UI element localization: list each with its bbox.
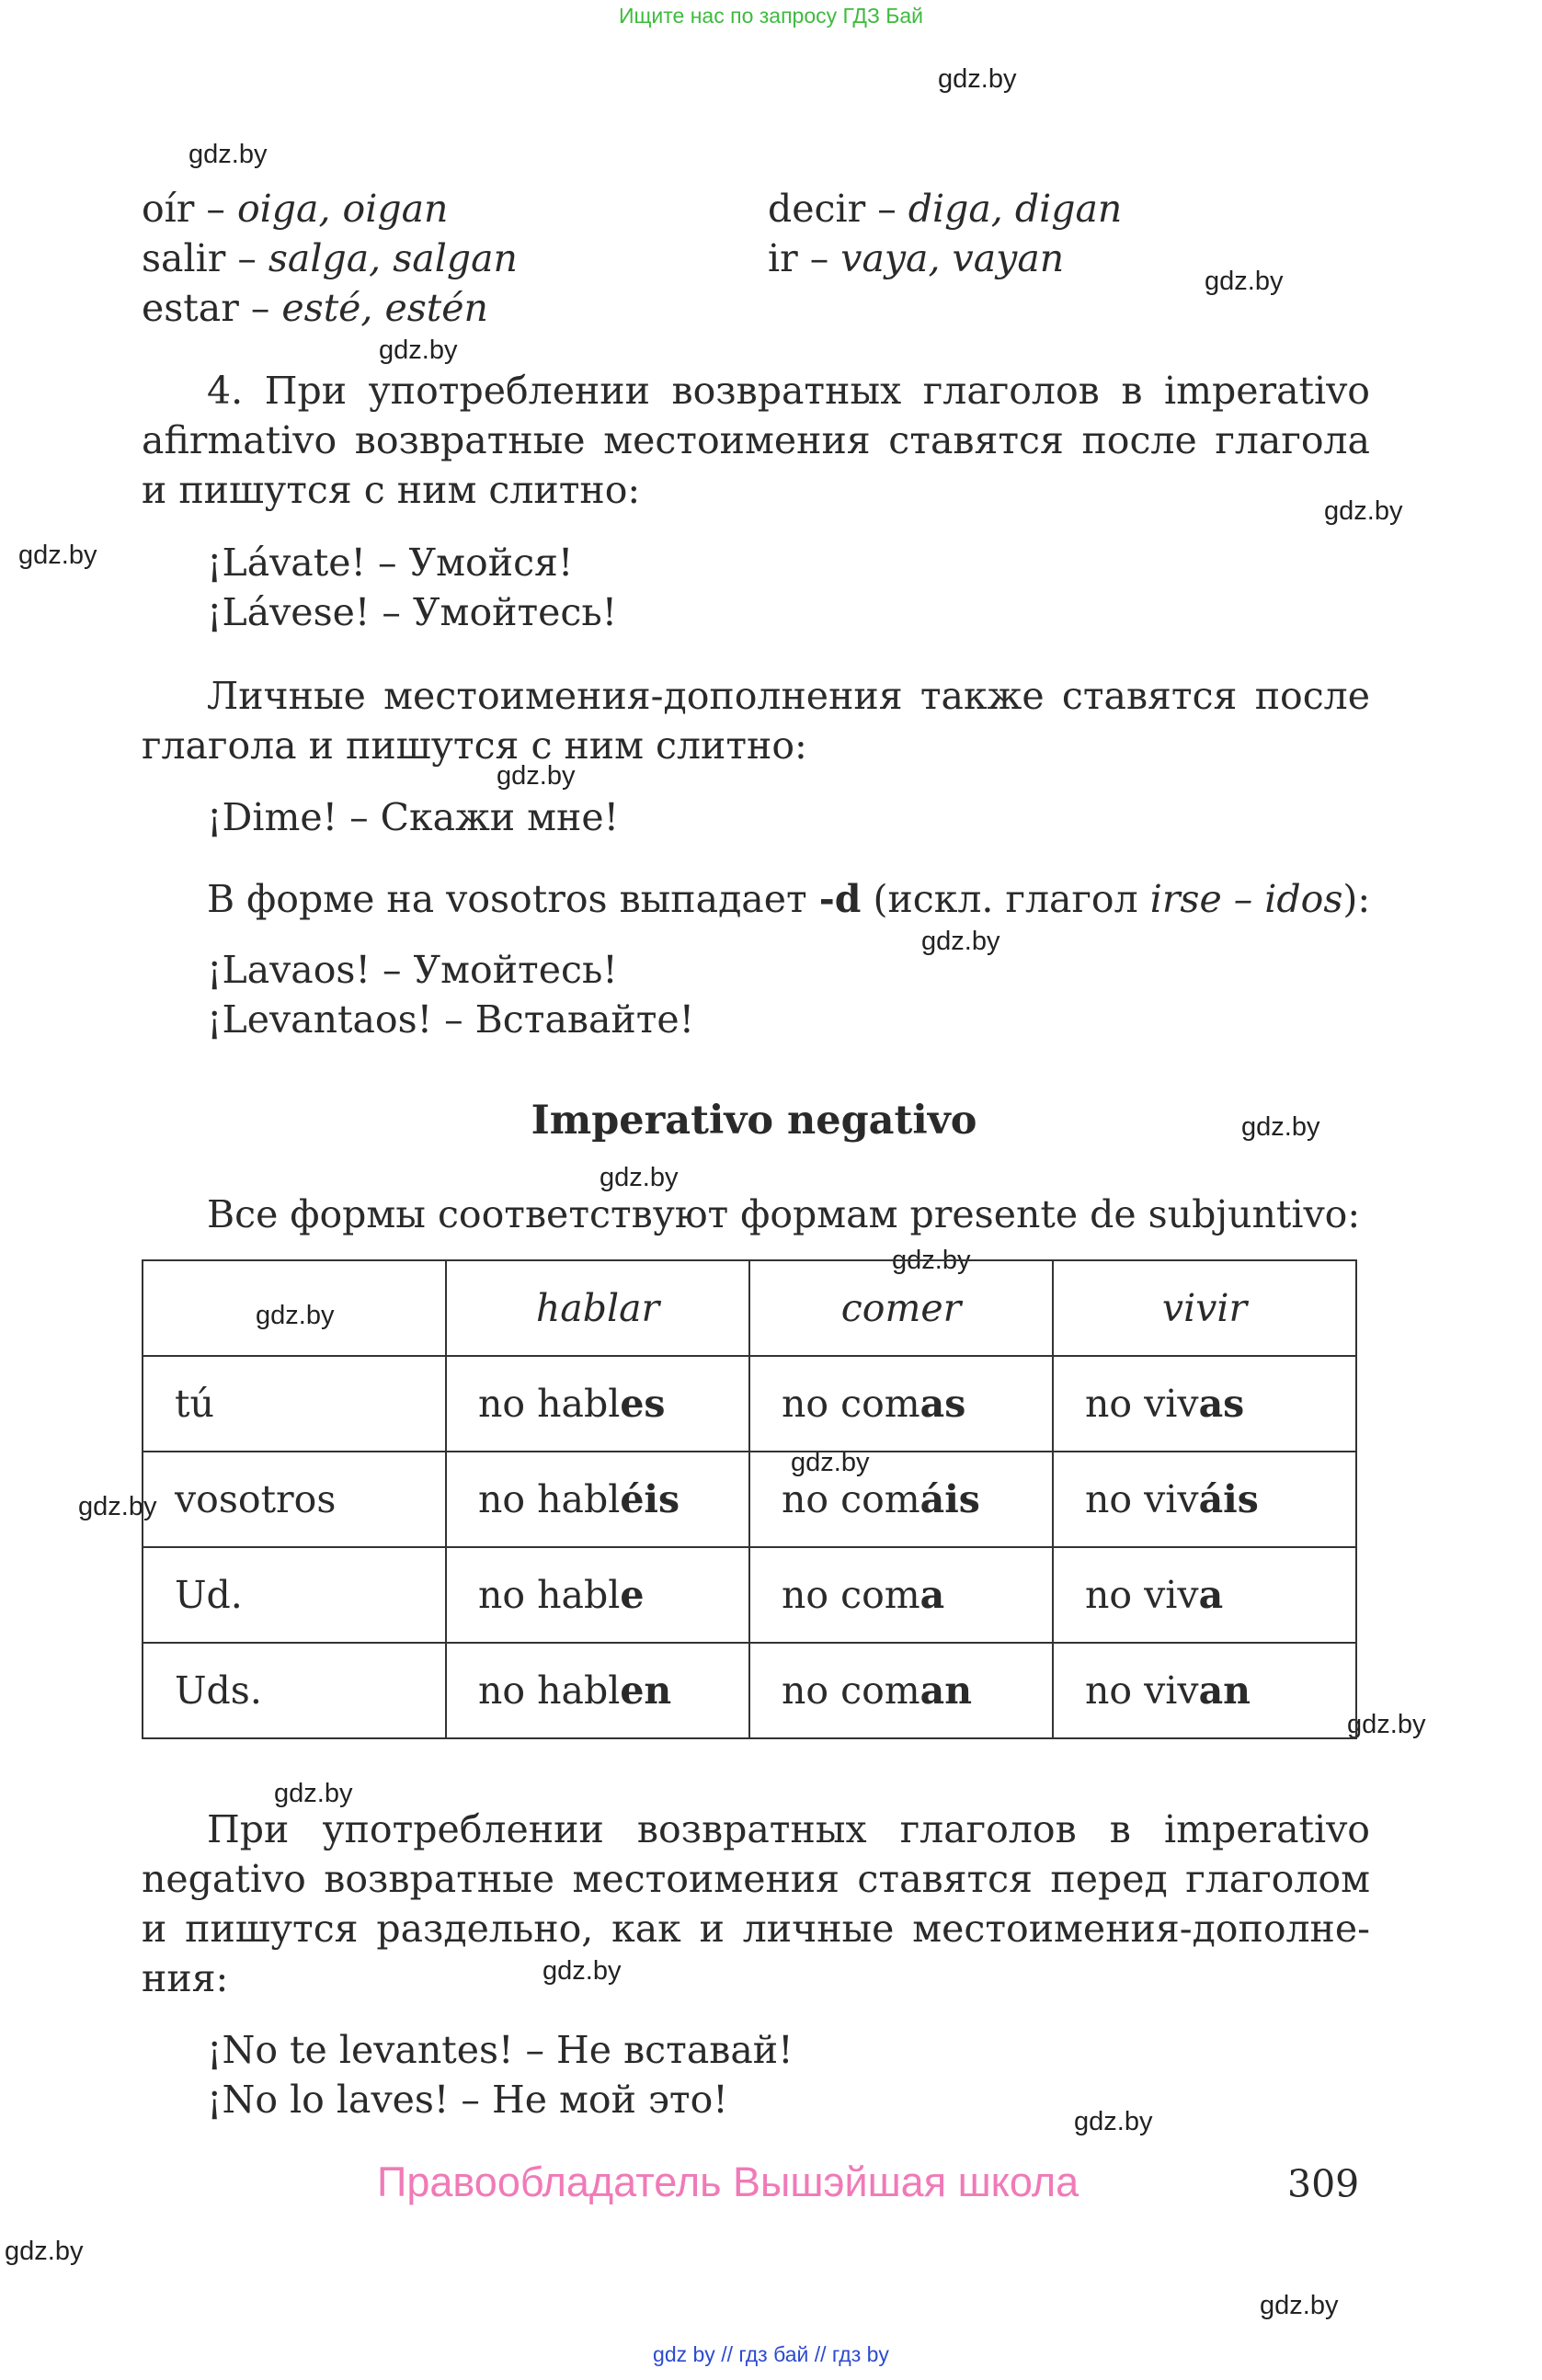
verb-oir: oír – oiga, oigan (142, 187, 449, 231)
header-cell: vivir (1053, 1260, 1356, 1356)
top-banner: Ищите нас по запросу ГДЗ Бай (618, 4, 924, 28)
watermark: gdz.by (921, 927, 1000, 956)
form-cell: no comáis (749, 1452, 1053, 1547)
form-cell: no viváis (1053, 1452, 1356, 1547)
example-levantaos: ¡Levantaos! – Вставайте! (207, 997, 695, 1042)
example-lavese: ¡Lávese! – Умойтесь! (207, 590, 618, 634)
watermark: gdz.by (1324, 496, 1403, 526)
form-cell: no comas (749, 1356, 1053, 1452)
form-cell: no viva (1053, 1547, 1356, 1643)
watermark: gdz.by (1260, 2291, 1339, 2320)
header-cell: comer (749, 1260, 1053, 1356)
watermark: gdz.by (1241, 1112, 1320, 1142)
table-row (143, 1547, 1356, 1643)
watermark: gdz.by (78, 1492, 157, 1521)
pronoun-cell: tú (143, 1356, 446, 1452)
watermark: gdz.by (892, 1246, 971, 1275)
copyright-holder: Правообладатель Вышэйшая школа (377, 2158, 1079, 2205)
watermark: gdz.by (379, 336, 458, 365)
verb-salir: salir – salga, salgan (142, 236, 518, 280)
watermark: gdz.by (5, 2237, 84, 2266)
conjugation-table (142, 1259, 1357, 1739)
table-row (143, 1643, 1356, 1738)
verb-estar: estar – esté, estén (142, 286, 488, 330)
verb-decir: decir – diga, digan (768, 187, 1123, 231)
header-cell (143, 1260, 446, 1356)
watermark: gdz.by (938, 64, 1017, 94)
watermark: gdz.by (600, 1163, 679, 1192)
form-cell: no vivas (1053, 1356, 1356, 1452)
form-cell: no hable (446, 1547, 749, 1643)
page-number: 309 (1287, 2162, 1360, 2206)
watermark: gdz.by (543, 1956, 622, 1986)
pronoun-cell: Ud. (143, 1547, 446, 1643)
example-dime: ¡Dime! – Скажи мне! (207, 795, 620, 839)
example-no-lo-laves: ¡No lo laves! – Не мой это! (207, 2078, 728, 2122)
pronoun-cell: Uds. (143, 1643, 446, 1738)
watermark: gdz.by (1205, 267, 1284, 296)
form-cell: no coma (749, 1547, 1053, 1643)
watermark: gdz.by (256, 1301, 335, 1330)
intro-text: Все формы соответствуют формам presente de subjuntivo: (207, 1192, 1361, 1236)
watermark: gdz.by (274, 1779, 353, 1808)
watermark: gdz.by (188, 140, 268, 169)
watermark: gdz.by (18, 541, 97, 570)
example-lavate: ¡Lávate! – Умойся! (207, 541, 574, 585)
bottom-banner: gdz by // гдз бай // гдз by (653, 2342, 889, 2366)
form-cell: no hablen (446, 1643, 749, 1738)
form-cell: no hables (446, 1356, 749, 1452)
watermark: gdz.by (791, 1448, 870, 1477)
form-cell: no vivan (1053, 1643, 1356, 1738)
table-row (143, 1356, 1356, 1452)
pronoun-cell: vosotros (143, 1452, 446, 1547)
watermark: gdz.by (1074, 2107, 1153, 2136)
paragraph-vosotros: В форме на vosotros выпадает -d (искл. глагол irse – idos): (207, 877, 1371, 921)
header-cell: hablar (446, 1260, 749, 1356)
form-cell: no habléis (446, 1452, 749, 1547)
example-lavaos: ¡Lavaos! – Умойтесь! (207, 948, 618, 992)
section-heading: Imperativo negativo (531, 1098, 977, 1144)
watermark: gdz.by (497, 761, 576, 791)
watermark: gdz.by (1347, 1710, 1426, 1739)
verb-ir: ir – vaya, vayan (768, 236, 1065, 280)
table-row (143, 1452, 1356, 1547)
table-header-row (143, 1260, 1356, 1356)
example-no-te-levantes: ¡No te levantes! – Не вставай! (207, 2028, 794, 2072)
form-cell: no coman (749, 1643, 1053, 1738)
